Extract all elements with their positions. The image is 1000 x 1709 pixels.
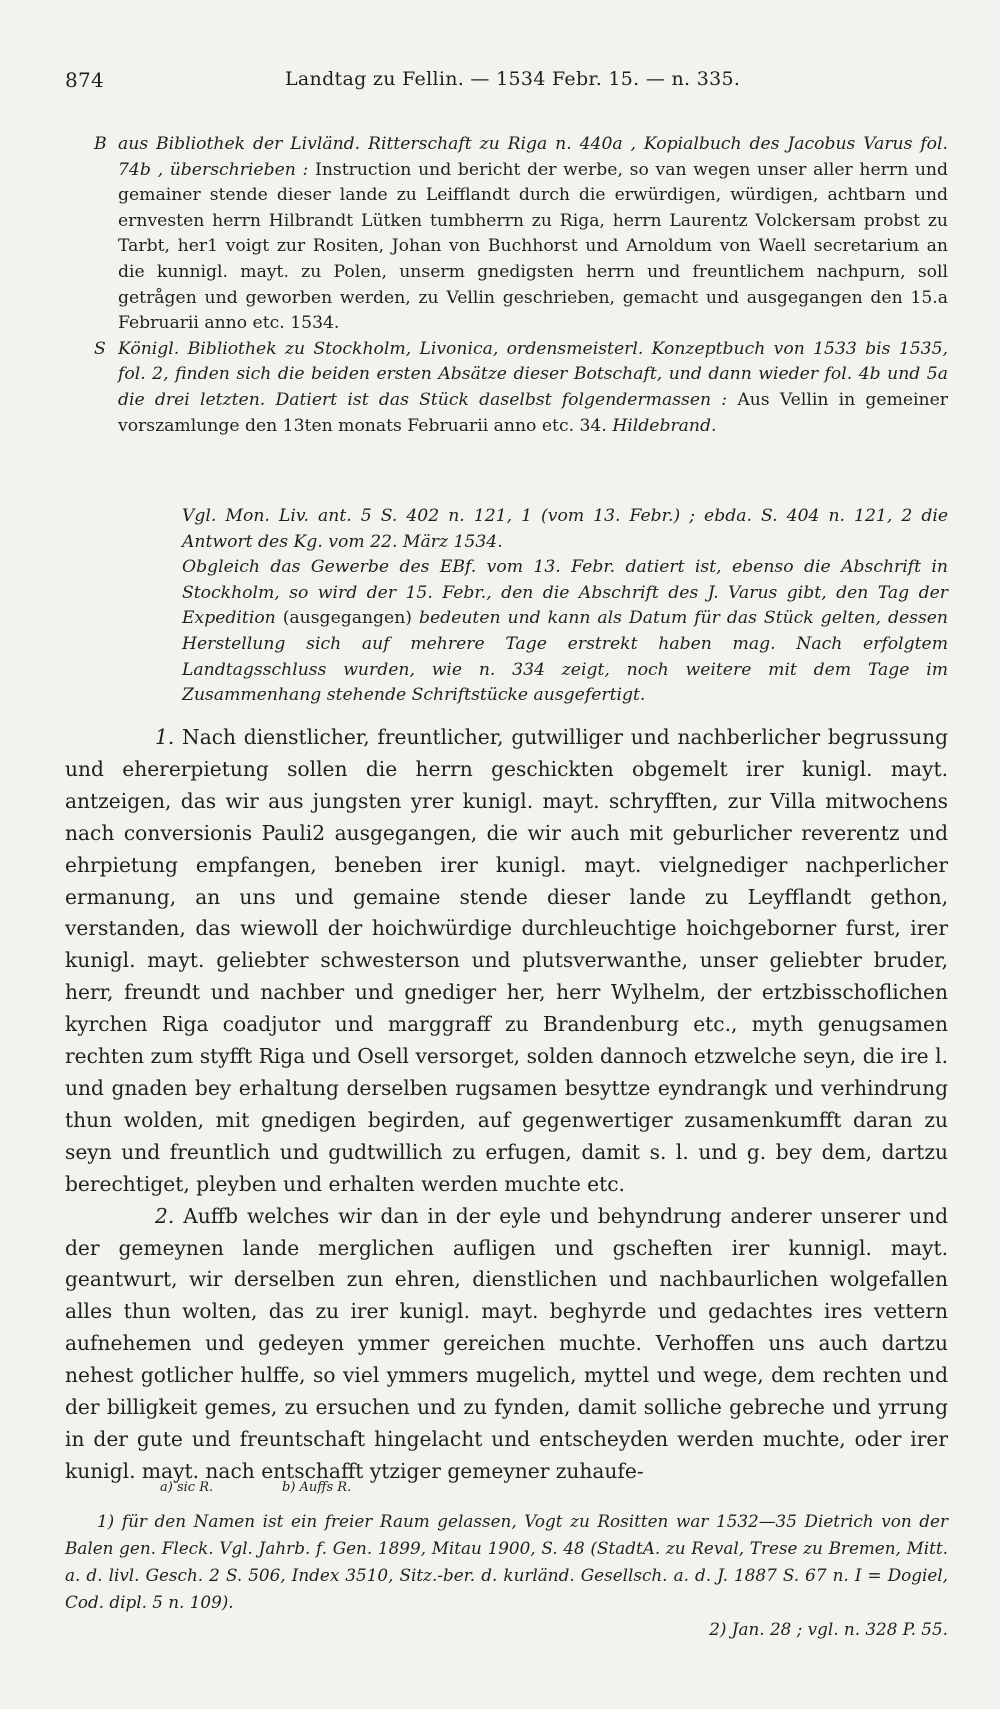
footnote-1: 1) für den Namen ist ein freier Raum gelassen, Vogt zu Rositten war 1532—35 Dietrich von der Balen gen. Fleck. Vgl. Jahrb. f. Gen. 1899, Mitau 1900, S. 48 (StadtA. zu Reval, Trese zu Bremen, Mitt. a. d. livl. Gesch. 2 S. 506, Index 3510, Sitz.-ber. d. kurländ. Gesellsch. a. d. J. 1887 S. 67 n. I = Dogiel, Cod. dipl. 5 n. 109).: [65, 1511, 948, 1612]
note-obgleich-part1: Obgleich das Gewerbe des EBf. vom 13. Febr. datiert ist, ebenso die Abschrift in Stockholm, so wird der 15. Febr., den die Abschrift des J. Varus gibt, den Tag der Expedition: [182, 557, 948, 629]
footnote-2: 2) Jan. 28 ; vgl. n. 328 P. 55.: [709, 1619, 948, 1639]
paragraph-2-text: Auffb welches wir dan in der eyle und behyndrung anderer unserer und der gemeynen lande merglichen aufligen und gscheften irer kunnigl. mayt. geantwurt, wir derselben zun ehren, dienstlichen und nachbaurlichen wolgefallen alles thun wolten, das zu irer kunigl. mayt. beghyrde und gedachtes ires vettern aufnehemen und gedeyen ymmer gereichen muchte. Verhoffen uns auch dartzu nehest gotlicher hulffe, so viel ymmers mugelich, myttel und wege, dem rechten und der billigkeit gemes, zu ersuchen und zu fynden, damit solliche gebreche und yrrung in der gute und freuntschaft hingelacht und entscheyden werden muchte, oder irer kunigl. mayt. nach entschafft ytziger gemeyner zuhaufe-: [65, 1203, 948, 1483]
page-number: 874: [65, 68, 105, 92]
source-s-siglum: S: [94, 338, 106, 359]
paragraph-1-text: Nach dienstlicher, freuntlicher, gutwilliger und nachberlicher begrussung und ehererpietung sollen die herrn geschickten obgemelt irer kunigl. mayt. antzeigen, das wir aus jungsten yrer kunigl. mayt. schryfften, zur Villa mitwochens nach conversionis Pauli2 ausgegangen, die wir auch mit geburlicher reverentz und ehrpietung empfangen, beneben irer kunigl. mayt. vielgnediger nachperlicher ermanung, an uns und gemaine stende dieser lande zu Leyfflandt gethon, verstanden, das wiewoll der hoichwürdige durchleuchtige hoichgeborner furst, irer kunigl. mayt. geliebter schwesterson und plutsverwanthe, unser geliebter bruder, herr, freundt und nachber und gnediger her, herr Wylhelm, der ertzbisschoflichen kyrchen Riga coadjutor und marggraff zu Brandenburg etc., myth genugsamen rechten zum styfft Riga und Osell versorget, solden dannoch etzwelche seyn, die ire l. und gnaden bey erhaltung derselben rugsamen besyttze eyndrangk und verhindrung thun wolden, mit gnedigen begirden, auf gegenwertiger zusamenkumfft daran zu seyn und freuntlich und gudtwillich zu erfugen, damit s. l. und g. bey dem, dartzu berechtiget, pleyben und erhalten werden muchte etc.: [65, 725, 948, 1196]
note-vgl: Vgl. Mon. Liv. ant. 5 S. 402 n. 121, 1 (vom 13. Febr.) ; ebda. S. 404 n. 121, 2 die Antwort des Kg. vom 22. März 1534.: [182, 506, 948, 552]
note-obgleich-part2: bedeuten und kann als Datum für das Stück gelten, dessen Herstellung sich auf mehrere Tage erstrekt haben mag. Nach erfolgtem Landtagsschluss wurden, wie n. 334 zeigt, noch weitere mit dem Tage im Zusammenhang stehende Schriftstücke ausgefertigt.: [182, 608, 949, 706]
source-s-text: Aus Vellin in gemeiner vorszamlunge den 13ten monats Februarii anno etc. 34.: [118, 389, 948, 436]
source-b-text: Instruction und bericht der werbe, so van wegen unser aller herrn und gemainer stende dieser lande zu Leifflandt durch die erwürdigen, würdigen, achtbarn und ernvesten herrn Hilbrandt Lütken tumbherrn zu Riga, herrn Laurentz Volckersam probst zu Tarbt, her1 voigt zur Rositen, Johan von Buchhorst und Arnoldum von Waell secretarium an die kunnigl. mayt. zu Polen, unserm gnedigsten herrn und freuntlichem nachpurn, soll getrågen und geworben werden, zu Vellin geschrieben, gemacht und ausgegangen den 15.a Februarii anno etc. 1534.: [118, 159, 949, 334]
note-obgleich: [182, 555, 948, 709]
source-b: [94, 132, 949, 337]
source-description: [94, 132, 949, 439]
variant-note-a: a) sic R.: [160, 1480, 214, 1495]
source-notes: [182, 504, 948, 709]
paragraph-2-number: 2.: [155, 1203, 175, 1228]
source-s-sign: Hildebrand.: [612, 415, 717, 436]
source-s-italic: Königl. Bibliothek zu Stockholm, Livonica, ordensmeisterl. Konzeptbuch von 1533 bis 1535, fol. 2, finden sich die beiden ersten Absätze dieser Botschaft, und dann wieder fol. 4b und 5a die drei letzten. Datiert ist das Stück daselbst folgendermassen :: [118, 338, 948, 410]
paragraph-2: [65, 1201, 948, 1488]
note-obgleich-upright: (ausgegangen): [282, 608, 413, 629]
variant-note-b: b) Auffs R.: [282, 1480, 352, 1495]
main-text: [65, 722, 948, 1488]
source-s: [94, 337, 948, 439]
page-header: [65, 68, 935, 98]
footnotes: [65, 1508, 948, 1643]
running-title: Landtag zu Fellin. — 1534 Febr. 15. — n. 335.: [285, 68, 741, 90]
source-b-italic: aus Bibliothek der Livländ. Ritterschaft zu Riga n. 440a , Kopialbuch des Jacobus Varus fol. 74b , überschrieben :: [118, 134, 948, 180]
paragraph-1-number: 1.: [155, 725, 175, 749]
paragraph-1: [65, 722, 948, 1201]
source-b-siglum: B: [94, 134, 107, 154]
